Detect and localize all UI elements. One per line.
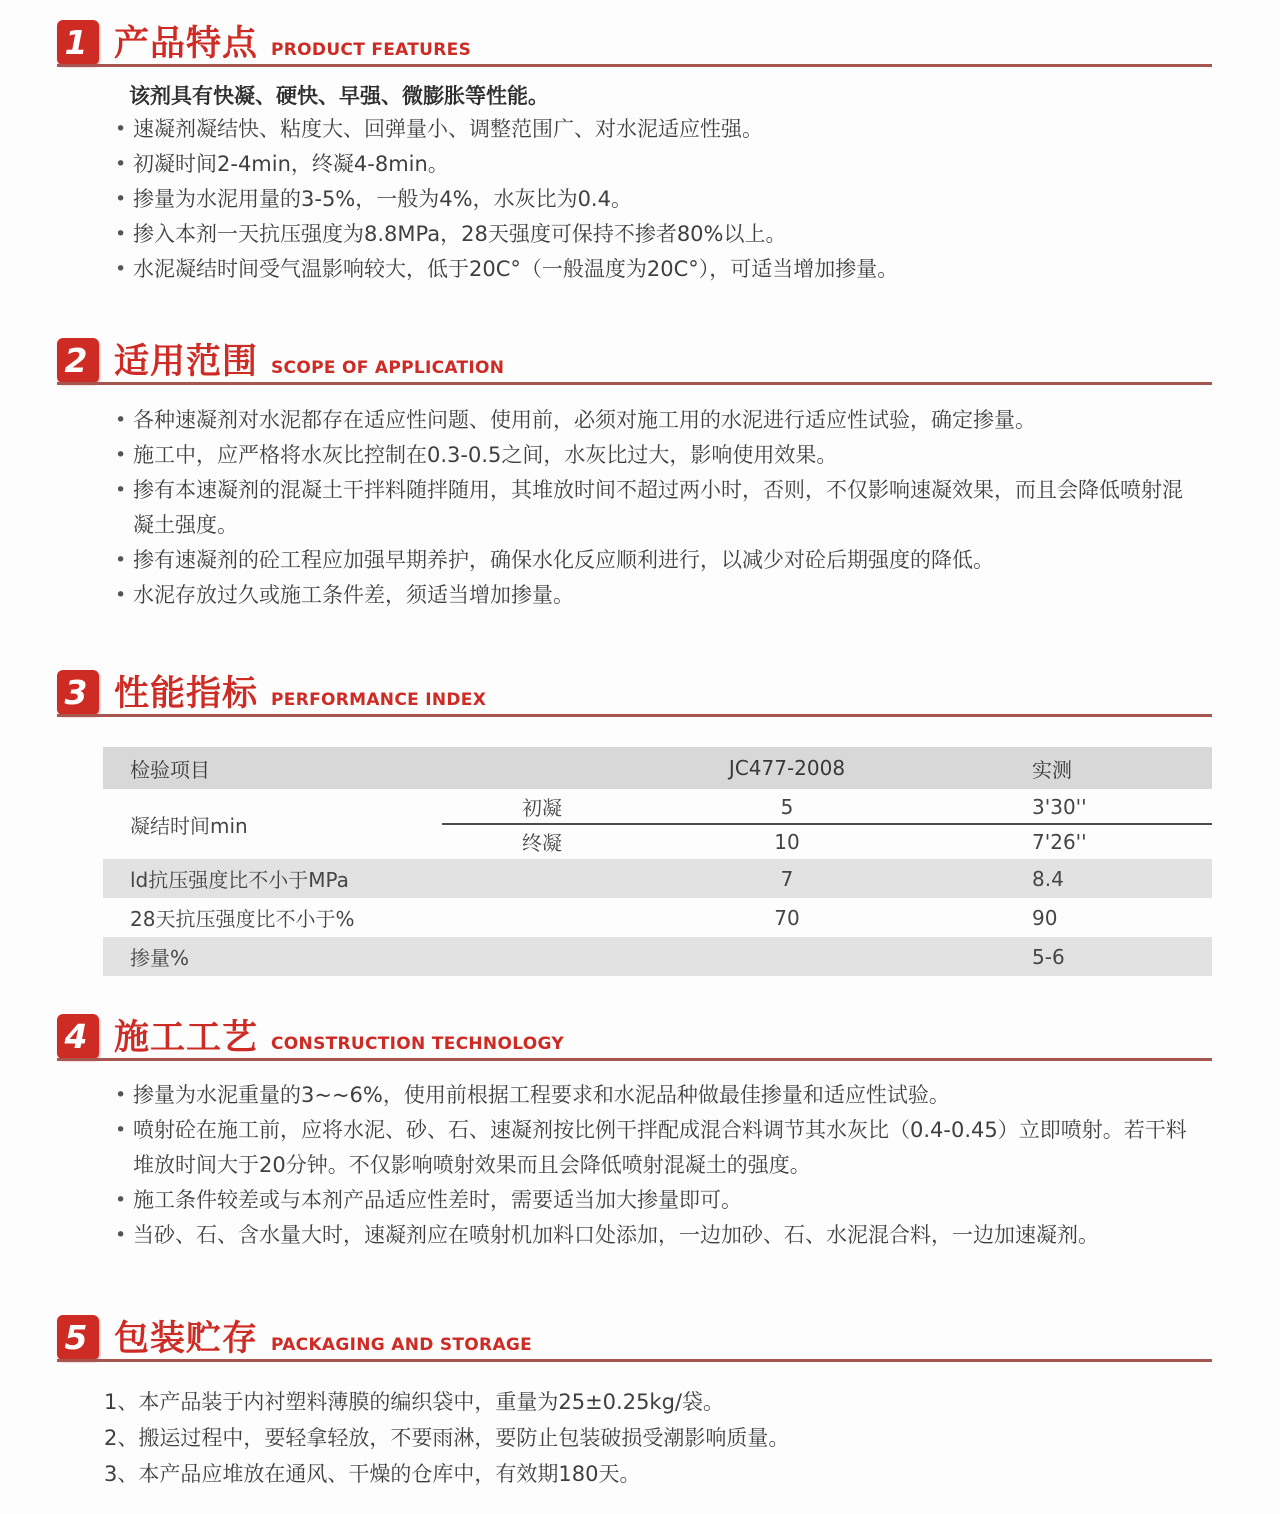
section-5-titles xyxy=(114,1319,533,1359)
section-5-number: 5 xyxy=(64,1318,88,1357)
bullet-item: • 当砂、石、含水量大时，速凝剂应在喷射机加料口处添加，一边加砂、石、水泥混合料，一边加速凝剂。 xyxy=(115,1218,1191,1253)
section-1-bullet-list xyxy=(115,112,1191,287)
cell-item: ld抗压强度比不小于MPa xyxy=(130,868,349,892)
bullet-item: • 掺有本速凝剂的混凝土干拌料随拌随用，其堆放时间不超过两小时，否则，不仅影响速凝效果，而且会降低喷射混凝土强度。 xyxy=(115,473,1191,543)
performance-index-table xyxy=(103,747,1212,976)
section-4-header xyxy=(57,1014,1212,1061)
subrow-divider-line xyxy=(442,823,1212,825)
bullet-item: • 掺量为水泥重量的3~~6%，使用前根据工程要求和水泥品种做最佳掺量和适应性试验。 xyxy=(115,1078,1191,1113)
cell-standard-value: 70 xyxy=(774,905,800,930)
section-5-title-zh: 包装贮存 xyxy=(114,1319,259,1359)
setting-time-subrows xyxy=(442,789,1212,859)
table-row-1d-strength xyxy=(103,859,1212,898)
cell-group-label: 凝结时间min xyxy=(130,813,248,838)
section-5-underline xyxy=(57,1359,1212,1362)
section-5-header xyxy=(57,1315,1212,1362)
cell-standard-value: 10 xyxy=(774,829,800,854)
section-1-intro: 该剂具有快凝、硬快、早强、微膨胀等性能。 xyxy=(129,84,549,108)
section-3-number-badge xyxy=(57,670,99,715)
bullet-item: • 施工条件较差或与本剂产品适应性差时，需要适当加大掺量即可。 xyxy=(115,1183,1191,1218)
section-4-number-badge xyxy=(57,1014,99,1059)
cell-standard-value: 5 xyxy=(780,794,794,819)
cell-sub-name: 初凝 xyxy=(522,796,562,820)
table-row-dosage xyxy=(103,937,1212,976)
bullet-item: • 喷射砼在施工前，应将水泥、砂、石、速凝剂按比例干拌配成混合料调节其水灰比（0.4-0.45）立即喷射。若干料堆放时间大于20分钟。不仅影响喷射效果而且会降低喷射混凝土的强度。 xyxy=(115,1113,1191,1183)
section-2-underline xyxy=(57,382,1212,385)
bullet-item: • 掺量为水泥用量的3-5%，一般为4%，水灰比为0.4。 xyxy=(115,182,1191,217)
table-header-row xyxy=(103,747,1212,789)
section-3-header xyxy=(57,670,1212,717)
numbered-item: 1、本产品装于内衬塑料薄膜的编织袋中，重量为25±0.25kg/袋。 xyxy=(104,1390,725,1414)
section-2-header xyxy=(57,338,1212,385)
section-4-title-zh: 施工工艺 xyxy=(114,1018,259,1058)
section-2-number: 2 xyxy=(64,341,88,380)
bullet-item: • 速凝剂凝结快、粘度大、回弹量小、调整范围广、对水泥适应性强。 xyxy=(115,112,1191,147)
section-1-number: 1 xyxy=(64,23,88,62)
cell-item: 28天抗压强度比不小于% xyxy=(130,907,355,931)
section-1-header xyxy=(57,20,1212,67)
section-1-title-en: PRODUCT FEATURES xyxy=(271,40,472,60)
section-2-bullet-list xyxy=(115,403,1191,613)
cell-measured-value: 90 xyxy=(1032,905,1058,930)
cell-standard-value: 7 xyxy=(780,866,794,891)
section-5-numbered-list xyxy=(104,1384,1194,1492)
section-3-title-zh: 性能指标 xyxy=(114,674,259,714)
table-row-28d-strength xyxy=(103,898,1212,937)
section-3-title-en: PERFORMANCE INDEX xyxy=(271,690,487,710)
setting-time-group-row xyxy=(103,789,1212,859)
section-4-number: 4 xyxy=(64,1017,88,1056)
section-4-bullet-list xyxy=(115,1078,1191,1253)
section-1-title-zh: 产品特点 xyxy=(114,24,259,64)
bullet-item: • 初凝时间2-4min，终凝4-8min。 xyxy=(115,147,1191,182)
table-subrow-initial-set xyxy=(442,789,1212,824)
cell-item: 掺量% xyxy=(130,946,190,970)
section-3-titles xyxy=(114,674,487,714)
section-2-title-zh: 适用范围 xyxy=(114,342,259,382)
column-header-item: 检验项目 xyxy=(130,757,210,782)
section-5-title-en: PACKAGING AND STORAGE xyxy=(271,1335,533,1355)
section-3-underline xyxy=(57,714,1212,717)
bullet-item: • 各种速凝剂对水泥都存在适应性问题、使用前，必须对施工用的水泥进行适应性试验，确定掺量。 xyxy=(115,403,1191,438)
section-1-underline xyxy=(57,64,1212,67)
bullet-item: • 掺有速凝剂的砼工程应加强早期养护，确保水化反应顺利进行，以减少对砼后期强度的降低。 xyxy=(115,543,1191,578)
section-2-title-en: SCOPE OF APPLICATION xyxy=(271,358,505,378)
section-4-underline xyxy=(57,1058,1212,1061)
section-2-titles xyxy=(114,342,505,382)
column-header-measured: 实测 xyxy=(1032,757,1072,782)
section-2-number-badge xyxy=(57,338,99,383)
numbered-item: 2、搬运过程中，要轻拿轻放，不要雨淋，要防止包装破损受潮影响质量。 xyxy=(104,1426,790,1450)
cell-measured-value: 8.4 xyxy=(1032,866,1064,891)
table-subrow-final-set xyxy=(442,824,1212,859)
section-1-number-badge xyxy=(57,20,99,65)
bullet-item: • 施工中，应严格将水灰比控制在0.3-0.5之间，水灰比过大，影响使用效果。 xyxy=(115,438,1191,473)
cell-measured-value: 5-6 xyxy=(1032,944,1065,969)
section-1-titles xyxy=(114,24,472,64)
column-header-standard: JC477-2008 xyxy=(728,756,846,780)
bullet-item: • 水泥存放过久或施工条件差，须适当增加掺量。 xyxy=(115,578,1191,613)
cell-sub-name: 终凝 xyxy=(522,831,562,855)
section-4-title-en: CONSTRUCTION TECHNOLOGY xyxy=(271,1034,564,1054)
bullet-item: • 水泥凝结时间受气温影响较大，低于20C°（一般温度为20C°），可适当增加掺量。 xyxy=(115,252,1191,287)
section-5-number-badge xyxy=(57,1315,99,1360)
section-3-number: 3 xyxy=(64,673,88,712)
cell-measured-value: 7'26'' xyxy=(1032,829,1087,854)
bullet-item: • 掺入本剂一天抗压强度为8.8MPa，28天强度可保持不掺者80%以上。 xyxy=(115,217,1191,252)
numbered-item: 3、本产品应堆放在通风、干燥的仓库中，有效期180天。 xyxy=(104,1462,641,1486)
cell-measured-value: 3'30'' xyxy=(1032,794,1087,819)
section-4-titles xyxy=(114,1018,564,1058)
